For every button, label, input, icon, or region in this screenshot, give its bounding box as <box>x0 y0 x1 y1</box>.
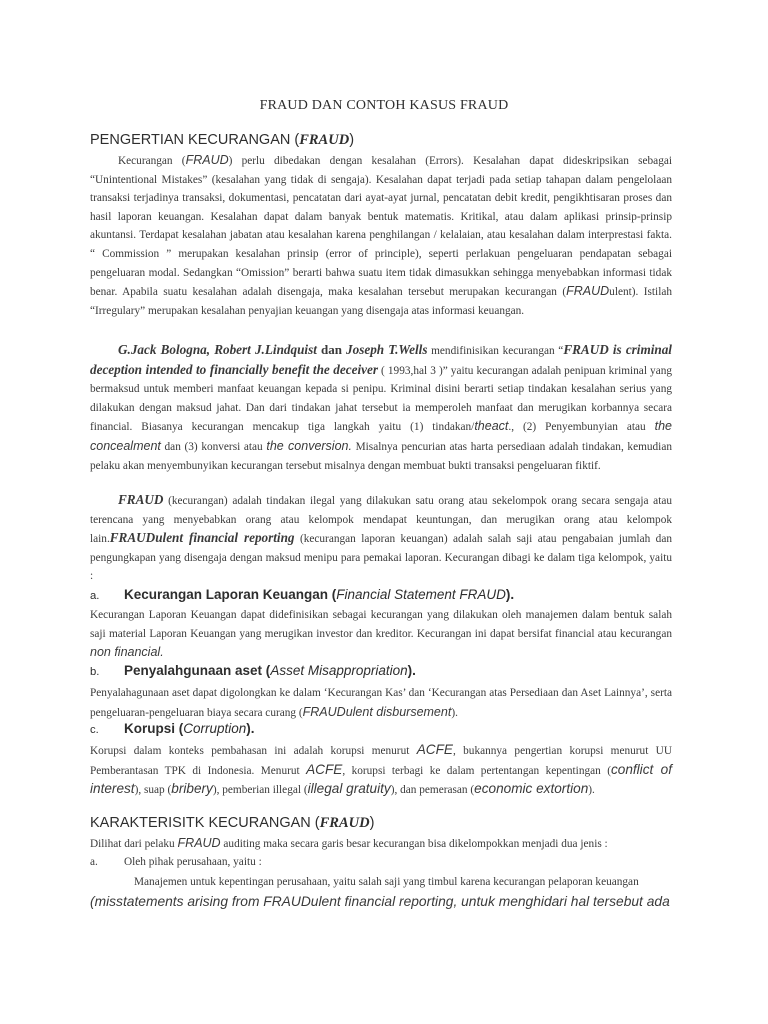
item-c-body: Korupsi dalam konteks pembahasan ini adalah korupsi menurut ACFE, bukannya pengertian korupsi menurut UU Pemberantasan TPK di Indonesia. Menurut ACFE, korupsi terbagi ke dalam pertentangan kepentingan (conflict of interest), suap (bribery), pemberian illegal (illegal gratuity), dan pemerasan (economic extortion). <box>90 742 672 797</box>
item-a2: a. Oleh pihak perusahaan, yaitu : <box>90 856 262 868</box>
item-b-heading: b. Penyalahgunaan aset (Asset Misappropriation). <box>90 663 416 678</box>
item-c-heading: c. Korupsi (Corruption). <box>90 721 255 736</box>
page-title: FRAUD DAN CONTOH KASUS FRAUD <box>259 98 509 113</box>
section-heading-karakteristik: KARAKTERISITK KECURANGAN (FRAUD) <box>90 815 375 831</box>
item-a-heading: a. Kecurangan Laporan Keuangan (Financial Statement FRAUD). <box>90 587 515 602</box>
section-heading-pengertian: PENGERTIAN KECURANGAN (FRAUD) <box>90 132 355 148</box>
paragraph-bologna: G.Jack Bologna, Robert J.Lindquist dan Joseph T.Wells mendifinisikan kecurangan “FRAUD is criminal deception intended to financially benefit the deceiver ( 1993,hal 3 )” yaitu kecurangan adalah penipuan kriminal yang bermaksud untuk memberi manfaat keuangan kepada si penipu. Kriminal disini berarti setiap tindakan kesalahan serius yang dilakukan dengan maksud jahat. Dan dari tindakan jahat tersebut ia memperoleh manfaat dan merugikan korbannya secara financial. Biasanya kecurangan mencakup tiga langkah yaitu (1) tindakan/theact., (2) Penyembunyian atau the concealment dan (3) konversi atau the conversion. Misalnya pencurian atas harta persediaan adalah tindakan, kemudian pelaku akan menyembunyikan kecurangan tersebut misalnya dengan membuat bukti transaksi pengeluaran fiktif. <box>90 342 672 472</box>
paragraph-pelaku: Dilihat dari pelaku FRAUD auditing maka secara garis besar kecurangan bisa dikelompokkan menjadi dua jenis : <box>90 836 608 850</box>
item-a-body: Kecurangan Laporan Keuangan dapat didefinisikan sebagai kecurangan yang dilakukan oleh manajemen dalam bentuk salah saji material Laporan Keuangan yang merugikan investor dan kreditor. Kecurangan ini dapat bersifat financial atau kecurangan non financial. <box>90 609 672 660</box>
paragraph-definition: Kecurangan (FRAUD) perlu dibedakan dengan kesalahan (Errors). Kesalahan dapat dideskripsikan sebagai “Unintentional Mistakes” (kesalahan yang tidak di sengaja). Kesalahan dapat terjadi pada setiap tahapan dalam pengelolaan transaksi terjadinya transaksi, dokumentasi, pencatatan dari ayat-ayat jurnal, pencatatan debit kredit, pengikhtisaran proses dan hasil laporan keuangan. Kesalahan dapat dalam banyak bentuk matematis. Kritikal, atau dalam aplikasi prinsip-prinsip akuntansi. Terdapat kesalahan jabatan atau kesalahan karena penghilangan / kelalaian, atau kesalahan dalam interprestasi fakta. “ Commission ” merupakan kesalahan prinsip (error of principle), seperti perlakuan pengeluaran pendapatan sebagai pengeluaran modal. Sedangkan “Omission” berarti bahwa suatu item tidak dimasukkan sehingga menyebabkan informasi tidak benar. Apabila suatu kesalahan adalah disengaja, maka kesalahan tersebut merupakan kecurangan (FRAUDulent). Istilah “Irregulary” merupakan kesalahan penyajian keuangan yang disengaja atas informasi keuangan. <box>90 153 672 317</box>
paragraph-manajemen: Manajemen untuk kepentingan perusahaan, yaitu salah saji yang timbul karena kecurangan pelaporan keuangan (misstatements arising from FRAUDulent financial reporting, untuk menghidari hal tersebut ada <box>90 876 670 909</box>
paragraph-fraud-definition: FRAUD (kecurangan) adalah tindakan ilegal yang dilakukan satu orang atau sekelompok orang secara sengaja atau terencana yang menyebabkan orang atau kelompok mendapat keuntungan, dan merugikan orang atau kelompok lain.FRAUDulent financial reporting (kecurangan laporan keuangan) adalah salah saji atau pengabaian jumlah dan pengungkapan yang disengaja dengan maksud menipu para pemakai laporan. Kecurangan dibagi ke dalam tiga kelompok, yaitu : <box>90 492 672 583</box>
item-b-body: Penyalahagunaan aset dapat digolongkan ke dalam ‘Kecurangan Kas’ dan ‘Kecurangan atas Persediaan dan Aset Lainnya’, serta pengeluaran-pengeluaran biaya secara curang (FRAUDulent disbursement). <box>90 687 672 719</box>
